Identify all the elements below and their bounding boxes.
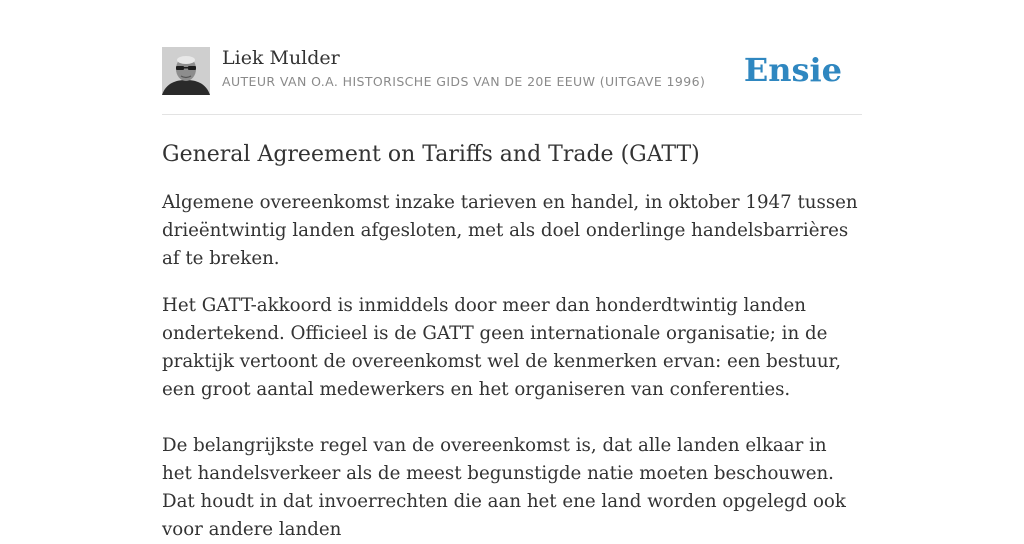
author-name[interactable]: Liek Mulder <box>222 47 340 69</box>
author-avatar[interactable] <box>162 47 210 95</box>
article-paragraph: Algemene overeenkomst inzake tarieven en handel, in oktober 1947 tussen drieëntwintig landen afgesloten, met als doel onderlinge handelsbarrières af te breken. <box>162 192 858 269</box>
article-paragraph: Het GATT-akkoord is inmiddels door meer dan honderdtwintig landen ondertekend. Officieel is de GATT geen internationale organisatie; in de praktijk vertoont de overeenkomst wel de kenmerken ervan: een bestuur, een groot aantal medewerkers en het organiseren van conferenties. <box>162 295 842 400</box>
ensie-logo[interactable]: Ensie <box>743 51 842 89</box>
author-description: AUTEUR VAN O.A. HISTORISCHE GIDS VAN DE 20E EEUW (UITGAVE 1996) <box>222 74 706 89</box>
author-header <box>162 44 862 115</box>
article-paragraph: De belangrijkste regel van de overeenkomst is, dat alle landen elkaar in het handelsverkeer als de meest begunstigde natie moeten beschouwen. Dat houdt in dat invoerrechten die aan het ene land worden opgelegd ook voor andere landen <box>162 435 846 540</box>
article-title: General Agreement on Tariffs and Trade (GATT) <box>162 142 700 167</box>
person-portrait-icon <box>162 47 210 95</box>
article-container <box>162 44 862 544</box>
